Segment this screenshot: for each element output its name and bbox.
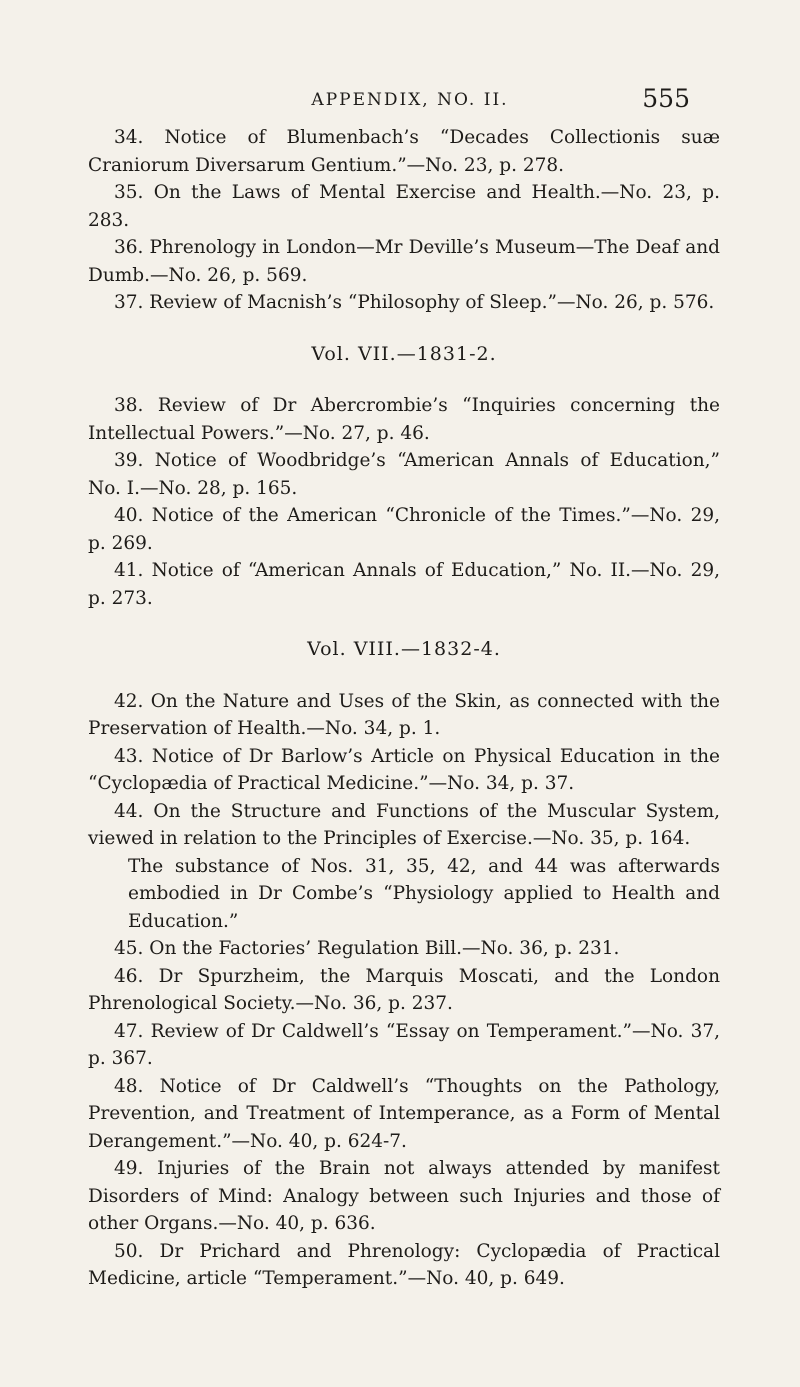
list-item: 41. Notice of “American Annals of Education,” No. II.—No. 29, p. 273. bbox=[88, 560, 720, 609]
list-item: 45. On the Factories’ Regulation Bill.—No. 36, p. 231. bbox=[114, 938, 620, 959]
volume-heading: Vol. VIII.—1832-4. bbox=[307, 638, 501, 660]
list-item: 40. Notice of the American “Chronicle of the Times.”—No. 29, p. 269. bbox=[88, 505, 720, 554]
list-item: 50. Dr Prichard and Phrenology: Cyclopædia of Practical Medicine, article “Temperament.”—No. 40, p. 649. bbox=[88, 1240, 720, 1289]
list-item: 49. Injuries of the Brain not always attended by manifest Disorders of Mind: Analogy between such Injuries and those of other Organs.—No. 40, p. 636. bbox=[88, 1158, 720, 1234]
page-content bbox=[88, 124, 720, 1293]
list-item: 35. On the Laws of Mental Exercise and Health.—No. 23, p. 283. bbox=[88, 182, 720, 231]
list-item: 37. Review of Macnish’s “Philosophy of Sleep.”—No. 26, p. 576. bbox=[114, 292, 715, 313]
volume-heading: Vol. VII.—1831-2. bbox=[311, 342, 497, 365]
page-number: 555 bbox=[642, 84, 690, 113]
list-item: 39. Notice of Woodbridge’s “American Annals of Education,” No. I.—No. 28, p. 165. bbox=[88, 450, 720, 499]
running-title: APPENDIX, NO. II. bbox=[311, 90, 509, 110]
list-item: 38. Review of Dr Abercrombie’s “Inquiries concerning the Intellectual Powers.”—No. 27, p. 46. bbox=[88, 395, 720, 444]
list-item: 42. On the Nature and Uses of the Skin, as connected with the Preservation of Health.—No. 34, p. 1. bbox=[88, 690, 720, 739]
list-item: 36. Phrenology in London—Mr Deville’s Museum—The Deaf and Dumb.—No. 26, p. 569. bbox=[88, 237, 720, 286]
list-item: 34. Notice of Blumenbach’s “Decades Collectionis suæ Craniorum Diversarum Gentium.”—No. 23, p. 278. bbox=[88, 127, 720, 176]
list-item: 46. Dr Spurzheim, the Marquis Moscati, and the London Phrenological Society.—No. 36, p. 237. bbox=[88, 965, 720, 1014]
list-item: 43. Notice of Dr Barlow’s Article on Physical Education in the “Cyclopædia of Practical Medicine.”—No. 34, p. 37. bbox=[88, 745, 720, 794]
list-item: 47. Review of Dr Caldwell’s “Essay on Temperament.”—No. 37, p. 367. bbox=[88, 1020, 720, 1069]
running-head bbox=[60, 84, 760, 124]
list-item: 44. On the Structure and Functions of the Muscular System, viewed in relation to the Principles of Exercise.—No. 35, p. 164. bbox=[88, 800, 720, 849]
list-item: 48. Notice of Dr Caldwell’s “Thoughts on the Pathology, Prevention, and Treatment of Intemperance, as a Form of Mental Derangement.”—No. 40, p. 624-7. bbox=[88, 1075, 720, 1152]
editorial-note: The substance of Nos. 31, 35, 42, and 44 was afterwards embodied in Dr Combe’s “Physiology applied to Health and Education.” bbox=[128, 855, 720, 932]
